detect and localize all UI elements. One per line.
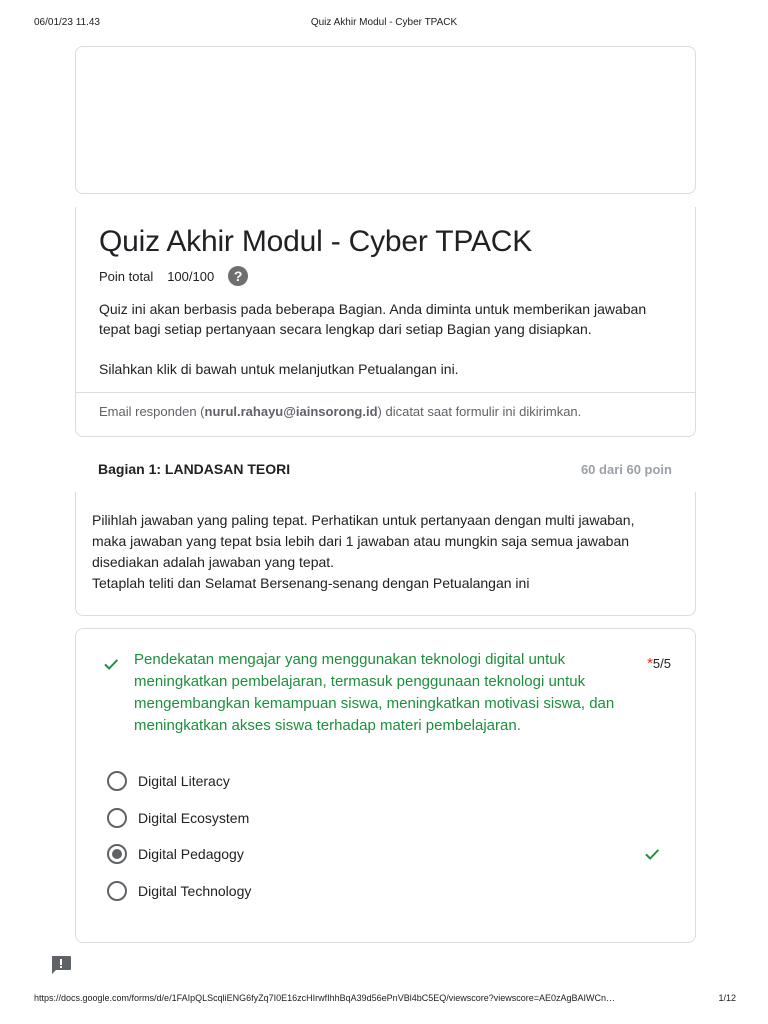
print-url: https://docs.google.com/forms/d/e/1FAIpQLScqliENG6fyZq7I0E16zcHIrwfIhhBqA39d56ePnVBl4bC5EQ/viewscore?viewscore=AE0zAgBAIWCn… [34, 993, 616, 1003]
question-card [75, 628, 696, 943]
email-prefix: Email responden ( [99, 404, 205, 419]
print-header [34, 17, 734, 31]
option-label: Digital Literacy [138, 773, 230, 789]
option-label: Digital Ecosystem [138, 810, 250, 826]
help-icon[interactable]: ? [228, 266, 248, 286]
radio-button-selected[interactable] [107, 844, 127, 864]
total-score [99, 265, 248, 287]
option-digital-pedagogy[interactable] [107, 843, 667, 865]
section-description-line: Pilihlah jawaban yang paling tepat. Perhatikan untuk pertanyaan dengan multi jawaban, [92, 512, 635, 528]
section-score: 60 dari 60 poin [580, 462, 672, 477]
print-page-number: 1/12 [718, 993, 736, 1003]
question-score-value: 5/5 [652, 656, 671, 671]
form-title-card [75, 207, 696, 437]
question-score [647, 655, 671, 672]
radio-button[interactable] [107, 771, 127, 791]
option-label: Digital Pedagogy [138, 846, 244, 862]
option-digital-technology[interactable] [107, 880, 667, 902]
question-text: Pendekatan mengajar yang menggunakan teknologi digital untuk meningkatkan pembelajaran, termasuk penggunaan teknologi untuk mengembangkan kemampuan siswa, meningkatkan motivasi siswa, dan meningkatkan akses siswa terhadap materi pembelajaran. [134, 651, 615, 734]
email-suffix: ) dicatat saat formulir ini dikirimkan. [377, 404, 582, 419]
feedback-icon[interactable] [50, 955, 72, 975]
respondent-email-notice [76, 392, 695, 436]
radio-button[interactable] [107, 881, 127, 901]
section-title: Bagian 1: LANDASAN TEORI [98, 461, 291, 477]
section-description-line: Tetaplah teliti dan Selamat Bersenang-senang dengan Petualangan ini [92, 575, 530, 591]
form-title: Quiz Akhir Modul - Cyber TPACK [99, 225, 533, 258]
required-mark: * [647, 655, 653, 672]
option-label: Digital Technology [138, 883, 252, 899]
section-description-line: maka jawaban yang tepat bsia lebih dari 1 jawaban atau mungkin saja semua jawaban [92, 533, 630, 549]
respondent-email: nurul.rahayu@iainsorong.id [204, 404, 378, 419]
header-banner [75, 46, 696, 194]
form-description-paragraph: Silahkan klik di bawah untuk melanjutkan Petualangan ini. [99, 361, 459, 377]
form-description [99, 299, 674, 399]
score-label: Poin total [99, 268, 154, 284]
check-icon [642, 845, 662, 863]
section-description-line: disediakan adalah jawaban yang tepat. [92, 554, 335, 570]
form-description-paragraph: Quiz ini akan berbasis pada beberapa Bagian. Anda diminta untuk memberikan jawaban tepat bagi setiap pertanyaan secara lengkap dari setiap Bagian yang disiapkan. [99, 301, 647, 337]
print-date: 06/01/23 11.43 [34, 17, 100, 28]
option-digital-ecosystem[interactable] [107, 807, 667, 829]
section-header [75, 452, 696, 488]
print-title: Quiz Akhir Modul - Cyber TPACK [310, 17, 458, 28]
score-value: 100/100 [167, 268, 215, 284]
print-footer [34, 993, 736, 1005]
radio-button[interactable] [107, 808, 127, 828]
check-icon [102, 655, 120, 673]
option-digital-literacy[interactable] [107, 770, 667, 792]
section-description [92, 510, 682, 594]
section-description-card [75, 492, 696, 616]
